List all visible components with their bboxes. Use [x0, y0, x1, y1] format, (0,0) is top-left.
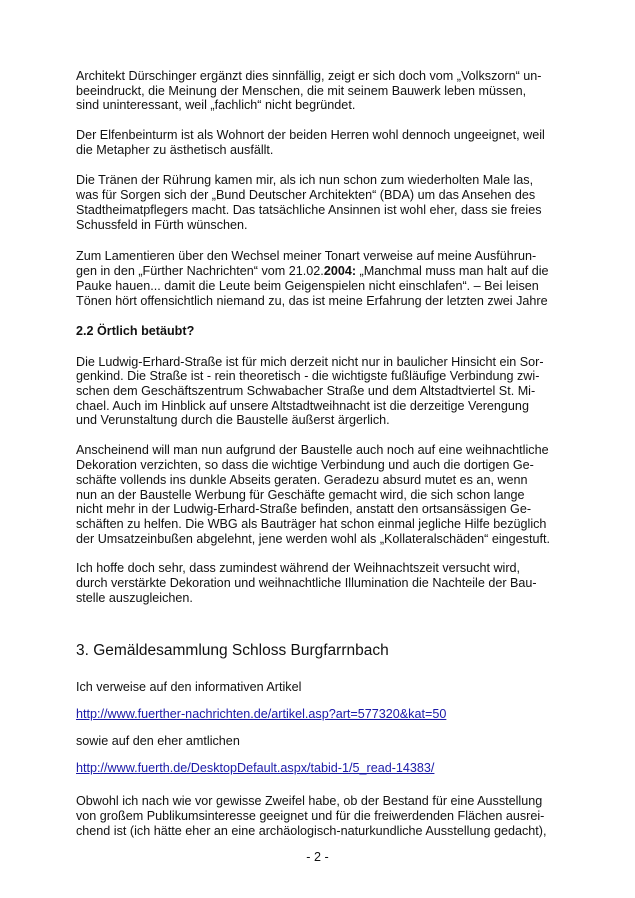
section-heading-2-2: 2.2 Örtlich betäubt?: [76, 324, 195, 338]
text-line: Dekoration verzichten, so dass die wichtige Verbindung und auch die dortigen Ge-: [76, 458, 534, 472]
text-line: der Umsatzeinbußen abgelehnt, jene werden wohl als „Kollateralschäden“ eingestuft.: [76, 532, 550, 546]
text-span: „Manchmal muss man halt auf die: [356, 264, 549, 278]
text-line: Die Ludwig-Erhard-Straße ist für mich derzeit nicht nur in baulicher Hinsicht ein Sor-: [76, 355, 544, 369]
section-heading-3: 3. Gemäldesammlung Schloss Burgfarrnbach: [76, 642, 389, 659]
text-line: schen dem Geschäftszentrum Schwabacher Straße und dem Altstadtviertel St. Mi-: [76, 384, 536, 398]
text-line: nicht mehr in der Ludwig-Erhard-Straße befinden, anstatt den ortsansässigen Ge-: [76, 502, 532, 516]
text-line: sind uninteressant, weil „fachlich“ nicht begründet.: [76, 98, 356, 112]
text-line: Tönen hört offensichtlich niemand zu, das ist meine Erfahrung der letzten zwei Jahre: [76, 294, 548, 308]
text-line: sowie auf den eher amtlichen: [76, 734, 240, 748]
text-line: Anscheinend will man nun aufgrund der Baustelle auch noch auf eine weihnachtliche: [76, 443, 549, 457]
text-line: schäfte vollends ins dunkle Abseits geraten. Geradezu absurd mutet es an, wenn: [76, 473, 528, 487]
page-number: - 2 -: [306, 850, 329, 864]
text-line: Architekt Dürschinger ergänzt dies sinnfällig, zeigt er sich doch vom „Volkszorn“ un-: [76, 69, 542, 83]
text-line: stelle auszugleichen.: [76, 591, 193, 605]
text-line: was für Sorgen sich der „Bund Deutscher Architekten“ (BDA) um das Ansehen des: [76, 188, 536, 202]
text-line: Ich hoffe doch sehr, dass zumindest während der Weihnachtszeit versucht wird,: [76, 561, 521, 575]
text-span: gen in den „Fürther Nachrichten“ vom 21.02.: [76, 264, 324, 278]
link-fuerth-de[interactable]: http://www.fuerth.de/DesktopDefault.aspx/tabid-1/5_read-14383/: [76, 761, 435, 775]
text-line: Ich verweise auf den informativen Artikel: [76, 680, 302, 694]
text-line: und Verunstaltung durch die Baustelle äußerst ärgerlich.: [76, 413, 390, 427]
text-line: beeindruckt, die Meinung der Menschen, die mit seinem Bauwerk leben müssen,: [76, 84, 527, 98]
text-line: die Metapher zu ästhetisch ausfällt.: [76, 143, 274, 157]
text-line: genkind. Die Straße ist - rein theoretisch - die wichtigste fußläufige Verbindung zwi-: [76, 369, 540, 383]
text-line: von großem Publikumsinteresse geeignet und für die freiwerdenden Flächen ausrei-: [76, 809, 545, 823]
text-line: Stadtheimatpflegers macht. Das tatsächliche Ansinnen ist wohl eher, dass sie freies: [76, 203, 542, 217]
link-fuerther-nachrichten[interactable]: http://www.fuerther-nachrichten.de/artikel.asp?art=577320&kat=50: [76, 707, 447, 721]
text-line: Obwohl ich nach wie vor gewisse Zweifel habe, ob der Bestand für eine Ausstellung: [76, 794, 543, 808]
text-line: chael. Auch im Hinblick auf unsere Altstadtweihnacht ist die derzeitige Verengung: [76, 399, 529, 413]
text-line: Zum Lamentieren über den Wechsel meiner Tonart verweise auf meine Ausführun-: [76, 249, 537, 263]
bold-year: 2004:: [323, 264, 357, 278]
text-line: Schussfeld in Fürth wünschen.: [76, 218, 248, 232]
text-line: schäften zu helfen. Die WBG als Bauträger hat schon einmal jegliche Hilfe bezüglich: [76, 517, 547, 531]
text-line: Pauke hauen... damit die Leute beim Geigenspielen nicht einschlafen“. – Bei leisen: [76, 279, 539, 293]
text-line: Der Elfenbeinturm ist als Wohnort der beiden Herren wohl dennoch ungeeignet, weil: [76, 128, 545, 142]
text-line: [76, 264, 549, 279]
text-line: Die Tränen der Rührung kamen mir, als ich nun schon zum wiederholten Male las,: [76, 173, 534, 187]
text-line: durch verstärkte Dekoration und weihnachtliche Illumination die Nachteile der Bau-: [76, 576, 537, 590]
text-line: chend ist (ich hätte eher an eine archäologisch-naturkundliche Ausstellung gedacht),: [76, 824, 547, 838]
text-line: nun an der Baustelle Werbung für Geschäfte gemacht wird, die sich schon lange: [76, 488, 525, 502]
